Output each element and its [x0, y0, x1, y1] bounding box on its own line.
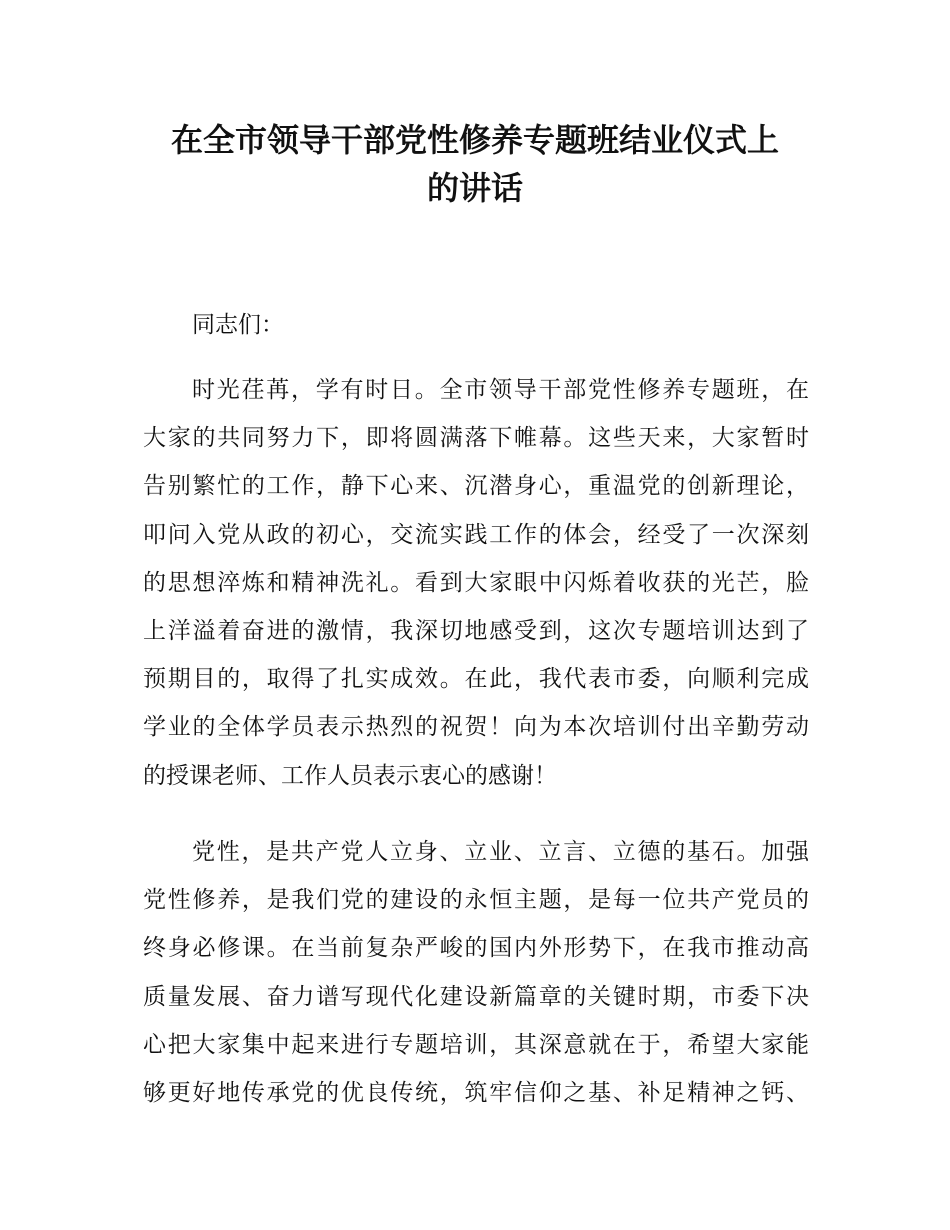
paragraph-line: 预期目的，取得了扎实成效。在此，我代表市委，向顺利完成 [143, 666, 809, 693]
document-title-line-2: 的讲话 [426, 169, 523, 207]
paragraph-line: 叩问入党从政的初心，交流实践工作的体会，经受了一次深刻 [143, 521, 809, 548]
paragraph-line: 够更好地传承党的优良传统，筑牢信仰之基、补足精神之钙、 [143, 1079, 809, 1106]
paragraph-line: 质量发展、奋力谱写现代化建设新篇章的关键时期，市委下决 [143, 983, 809, 1010]
salutation: 同志们： [192, 312, 284, 338]
paragraph-line: 大家的共同努力下，即将圆满落下帷幕。这些天来，大家暂时 [143, 425, 809, 452]
paragraph-1 [143, 375, 809, 809]
paragraph-line: 时光荏苒，学有时日。全市领导干部党性修养专题班，在 [192, 377, 809, 403]
document-title-line-1: 在全市领导干部党性修养专题班结业仪式上 [170, 121, 779, 159]
paragraph-line: 党性，是共产党人立身、立业、立言、立德的基石。加强 [192, 839, 809, 865]
paragraph-line: 终身必修课。在当前复杂严峻的国内外形势下，在我市推动高 [143, 935, 809, 962]
paragraph-line: 的授课老师、工作人员表示衷心的感谢！ [143, 762, 557, 789]
paragraph-line: 党性修养，是我们党的建设的永恒主题，是每一位共产党员的 [143, 887, 809, 914]
paragraph-line: 上洋溢着奋进的激情，我深切地感受到，这次专题培训达到了 [143, 617, 809, 644]
paragraph-2 [143, 837, 809, 1126]
paragraph-line: 告别繁忙的工作，静下心来、沉潜身心，重温党的创新理论， [143, 473, 809, 500]
paragraph-line: 的思想淬炼和精神洗礼。看到大家眼中闪烁着收获的光芒，脸 [143, 569, 809, 596]
paragraph-line: 学业的全体学员表示热烈的祝贺！向为本次培训付出辛勤劳动 [143, 714, 809, 741]
paragraph-line: 心把大家集中起来进行专题培训，其深意就在于，希望大家能 [143, 1031, 809, 1058]
